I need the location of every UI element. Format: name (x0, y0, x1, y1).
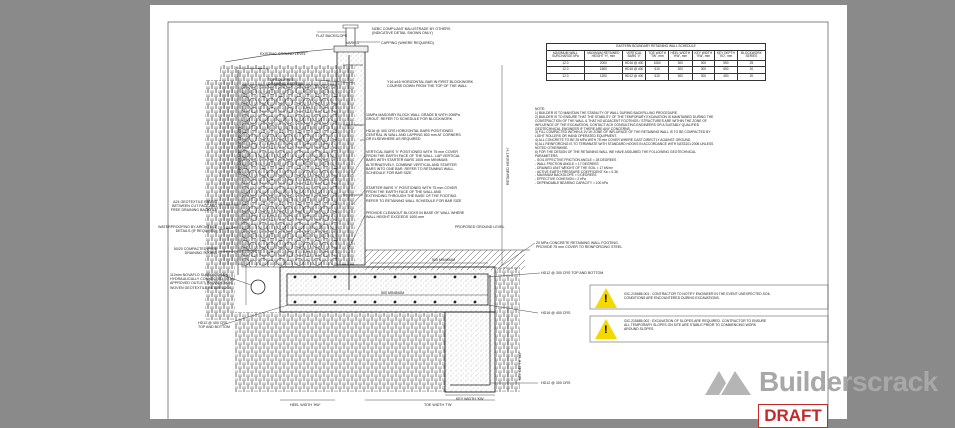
toe-width-label: TOE WIDTH 'TW' (424, 403, 453, 407)
table-cell: 300 (668, 60, 692, 67)
table-row (547, 60, 766, 67)
header-cell: TOE WIDTH 'TW', mm (646, 50, 669, 60)
table-cell: HD12 @ 400 (622, 73, 646, 80)
warning-note-2: GIC-215685-002 : EXCAVATION OF SLOPES ARE REQUIRED. CONTRACTOR TO ENSURE ALL TEMPORARY SLOPES ON SITE ARE STABLE PRIOR TO COMMENCING WORK AROUND SLOPES. (624, 319, 767, 331)
capping-label: CAPPING (WHERE REQUIRED) (381, 41, 434, 45)
varies-label: VARIES (346, 41, 359, 45)
table-cell: 650 (715, 67, 738, 74)
table-cell: 300 (692, 60, 715, 67)
warning-note-1: GIC-215685-001 : CONTRACTOR TO NOTIFY ENGINEER IN THE EVENT UNEXPECTED SOIL CONDITIONS ARE ENCOUNTERED DURING EXCAVATIONS. (624, 292, 771, 300)
shear-key (445, 312, 495, 392)
table-row (547, 73, 766, 80)
proposed-ground-label: PROPOSED GROUND LEVEL (455, 225, 505, 229)
hd12-left-label: HD12 @ 400 CRS TOP AND BOTTOM (198, 321, 230, 330)
footing-label: 20 MPa CONCRETE RETAINING WALL FOOTING. PROVIDE 75 mm COVER TO REINFORCING STEEL (536, 241, 623, 250)
retained-height-label: RETAINED HEIGHT 'H' (506, 147, 510, 185)
table-cell: 450 (715, 73, 738, 80)
warning-icon: ! (595, 319, 617, 339)
masonry-label: 10MPa MASONRY BLOCK WALL GRADE B WITH 20MPa GROUT. REFER TO SCHEDULE FOR BLOCKWORK (366, 113, 460, 122)
key-width-label: KEY WIDTH 'KW' (456, 397, 485, 401)
subsoil-drain-label: 110mm NOVAFLO SUBSOIL DRAIN HYDRAULICALLY CONNECTED TO AN APPROVED OUTLET. PROVIDE NON- WOVEN GEOTEXTILE FILTER SOCK (170, 273, 235, 290)
header-cell: MAXIMUM RETAINED HEIGHT 'H', mm (584, 50, 622, 60)
block-wall (337, 50, 365, 265)
table-cell: 12.0 (547, 60, 585, 67)
table-cell: 300 (692, 67, 715, 74)
schedule-header-row (547, 50, 766, 60)
table-cell: 20 (737, 67, 765, 74)
builderscrack-watermark (705, 366, 938, 398)
header-cell: MAXIMUM WALL SURCHARGE kPa (547, 50, 585, 60)
topsoil-label: TOPSOIL/FREE DRAINING MATERIAL (268, 78, 305, 87)
table-cell: 12.0 (547, 73, 585, 80)
brand-name: Builderscrack (759, 366, 938, 397)
drawing-sheet (150, 5, 847, 419)
builderscrack-logo-icon (705, 367, 753, 397)
table-cell: 20 (737, 73, 765, 80)
draft-stamp: DRAFT (758, 404, 828, 428)
header-cell: KEY WIDTH 'KW', mm (692, 50, 715, 60)
table-cell: HD16 @ 400 (622, 67, 646, 74)
balustrade-label: NZBC COMPLIANT BALUSTRADE BY OTHERS (INDICATIVE DETAIL SHOWN ONLY) (372, 27, 451, 36)
table-cell: 550 (715, 60, 738, 67)
key-depth-label: KEY DEPTH 'KD' (518, 352, 522, 380)
scoria-label: 50/20 COMPACTED FREE DRAINING SCORIA (173, 247, 217, 256)
vertical-bars-label: VERTICAL BARS 'V' POSITIONED WITH 75 mm COVER FROM THE EARTH FACE OF THE WALL. LAP VERTICAL BARS WITH STARTER BARS 1005 mm MINIMUM. ALTERNATIVELY, COMBINE VERTICAL AND STARTER BARS INTO ONE BAR. REFER TO RETAINING WALL SCHEDULE FOR BAR SIZE (366, 150, 461, 176)
flat-backslope-label: FLAT BACKSLOPE (316, 34, 348, 38)
waterproofing-label: WATERPROOFING BY ARCHITECT DETAILS (IF REQUIRED) (158, 225, 217, 234)
header-cell: BLOCKWORK SERIES (737, 50, 765, 60)
hd16-horizontal-label: HD16 @ 400 CRS HORIZONTAL BARS POSITIONED CENTRAL IN WALL AND LAPPING 800 mm AT CORNERS OR ELSEWHERE AS REQUIRED (366, 129, 461, 142)
table-cell: 300 (692, 73, 715, 80)
scoria-backfill (242, 85, 337, 267)
hd16-crs-label: HD16 @ 400 CRS (541, 311, 571, 315)
starter-bars-label: STARTER BARS 'V' POSITIONED WITH 75 mm COVER FROM THE EARTH FACE OF THE WALL AND EXTENDING THROUGH THE BASE OF THE FOOTING. REFER TO RETAINING WALL SCHEDULE FOR BAR SIZE (366, 186, 462, 203)
warning-icon: ! (595, 288, 617, 308)
existing-ground-label: EXISTING GROUND LEVEL (260, 52, 306, 56)
subsoil-drain (251, 280, 265, 294)
table-cell: 1200 (584, 73, 622, 80)
geotextile-label: A24 GEOTEXTILE FABRIC BETWEEN CUT FACE AND FREE DRAINING BACKFILL (170, 200, 217, 213)
y16-bar-label: Y16 ø16 HORIZONTAL BAR IN FIRST BLOCKWORK COURSE DOWN FROM THE TOP OF THE WALL (387, 80, 474, 89)
schedule-title: EASTERN BOUNDARY RETAINING WALL SCHEDULE (547, 44, 766, 51)
table-cell: 1060 (646, 60, 669, 67)
hd12-top-label: HD12 @ 300 CRS TOP AND BOTTOM (541, 271, 604, 275)
table-cell: 610 (646, 67, 669, 74)
table-cell: 25 (737, 60, 765, 67)
table-row (547, 67, 766, 74)
table-cell: 300 (668, 73, 692, 80)
table-cell: 1600 (584, 67, 622, 74)
hd12-bottom-label: HD12 @ 300 CRS (541, 381, 571, 385)
table-cell: 2000 (584, 60, 622, 67)
retaining-wall-schedule (546, 43, 766, 81)
heel-width-label: HEEL WIDTH 'HW' (290, 403, 321, 407)
general-notes: NOTE: 1) BUILDER IS TO MAINTAIN THE STABILITY OF WALL DURING BACKFILLING PROCEDURE. 2) BUILDER IS TO ENSURE THAT THE STABILITY OF THE TEMPORARY EXCAVATION IS MAINTAINED DURING THE CONSTRUCTION OF THE WALL & THAT NO ADJACENT FOOTINGS / STRUCTURES ARE WITHIN THE ZONE OF INFLUENCE OF THE EXCAVATION, CONTACT ACH CONSULTING ENGINEERS OR A SUITABLY QUALIFIED GEOTECHNICAL ENGINEER IF THERE ARE ANY CONCERNS. 3) FILL COMPACTED WITHIN A 1V:1H ZONE OF INFLUENCE OF THE RETAINING WALL IS TO BE COMPACTED BY LIGHT ROLLERS OR HAND OPERATED EQUIPMENT. 4) ALL CONCRETE TO BE 25 MPa WITH 75 mm COVER WHERE CAST DIRECTLY AGAINST GROUND. 5) ALL REINFORCING IS TO TERMINATE WITH STANDARD HOOKS IN ACCORDANCE WITH NZS3101:2006 UNLESS NOTED OTHERWISE. 6) FOR THE DESIGN OF THE RETAINING WALL WE HAVE ASSUMED THE FOLLOWING GEOTECHNICAL PARAMETERS: - SOIL EFFECTIVE FRICTION ANGLE = 28 DEGREES - WALL FRICTION ANGLE = 17 DEGREES - DRAINED UNIT WEIGHT OF THE SOIL = 17 kN/m³ - ACTIVE EARTH PRESSURE COEFFICIENT Ka = 0.36 - MAXIMUM BACKSLOPE = 0 DEGREES - EFFECTIVE COHESION = 2 kPa - DEPENDABLE BEARING CAPACITY = 100 kPa (535, 107, 714, 186)
table-cell: 300 (668, 67, 692, 74)
header-cell: VERTICAL BARS 'V' (622, 50, 646, 60)
table-cell: HD16 @ 400 (622, 60, 646, 67)
header-cell: KEY DEPTH 'KD', mm (715, 50, 738, 60)
approx-length-label: APPROXIMATE CUT LENGTH (238, 125, 242, 175)
min-500b-label: 500 MINIMUM (381, 291, 405, 295)
table-cell: 12.0 (547, 67, 585, 74)
table-cell: 610 (646, 73, 669, 80)
cleanout-label: PROVIDE CLEANOUT BLOCKS IN BASE OF WALL WHERE WALL HEIGHT EXCEEDS 1000 mm (366, 211, 465, 220)
header-cell: HEEL WIDTH 'HW', mm (668, 50, 692, 60)
min-500-label: 500 MINIMUM (432, 258, 456, 262)
